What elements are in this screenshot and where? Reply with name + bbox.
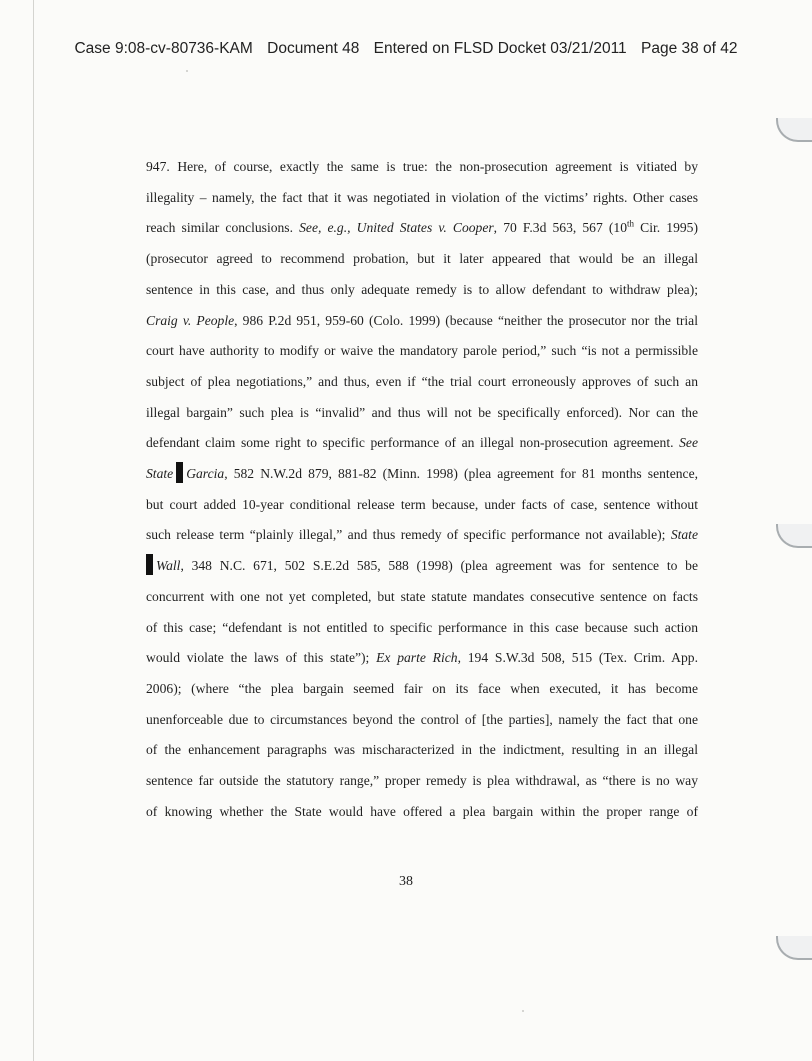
redaction-bar xyxy=(146,554,153,575)
text-line: of the enhancement paragraphs was mischaracterized in the indictment, resulting in an illegal xyxy=(146,742,698,758)
text-line: defendant claim some right to specific performance of an illegal non-prosecution agreement. See xyxy=(146,435,698,451)
text-line: illegal bargain” such plea is “invalid” and thus will not be specifically enforced). Nor can the xyxy=(146,404,698,420)
case-citation: Wall xyxy=(156,558,181,574)
scan-speck xyxy=(186,70,188,72)
text-line: (prosecutor agreed to recommend probation, but it later appeared that would be an illegal xyxy=(146,251,698,267)
left-margin-rule xyxy=(33,0,34,1061)
text-line: Wall, 348 N.C. 671, 502 S.E.2d 585, 588 (1998) (plea agreement was for sentence to be xyxy=(146,551,698,582)
body-paragraph xyxy=(146,152,698,827)
scan-speck xyxy=(522,1010,524,1012)
binder-hole-bottom xyxy=(776,936,812,960)
binder-hole-top xyxy=(776,118,812,142)
case-citation: State xyxy=(146,466,174,482)
text-line: such release term “plainly illegal,” and thus remedy of specific performance not available); State xyxy=(146,527,698,543)
redaction-bar xyxy=(176,462,183,483)
text-line: would violate the laws of this state”); Ex parte Rich, 194 S.W.3d 508, 515 (Tex. Crim. App. xyxy=(146,650,698,666)
case-number: Case 9:08-cv-80736-KAM xyxy=(74,40,253,57)
text-line: State Garcia, 582 N.W.2d 879, 881-82 (Minn. 1998) (plea agreement for 81 months sentence, xyxy=(146,459,698,490)
signal-word: See xyxy=(679,435,698,451)
docket-entry: Entered on FLSD Docket 03/21/2011 xyxy=(373,40,627,57)
text-line: illegality – namely, the fact that it was negotiated in violation of the victims’ rights. Other cases xyxy=(146,189,698,205)
text-line: court have authority to modify or waive the mandatory parole period,” such “is not a permissible xyxy=(146,343,698,359)
text-line: of this case; “defendant is not entitled to specific performance in this case because such action xyxy=(146,619,698,635)
case-citation: See, e.g., United States v. Cooper xyxy=(299,220,494,236)
case-citation: Ex parte Rich xyxy=(376,650,458,666)
document-number: Document 48 xyxy=(267,40,360,57)
text-line: but court added 10-year conditional release term because, under facts of case, sentence without xyxy=(146,496,698,512)
binder-hole-middle xyxy=(776,524,812,548)
docket-header xyxy=(0,40,812,58)
case-citation: Craig v. People xyxy=(146,312,235,328)
text-line: concurrent with one not yet completed, but state statute mandates consecutive sentence on facts xyxy=(146,588,698,604)
text-line: unenforceable due to circumstances beyond the control of [the parties], namely the fact that one xyxy=(146,711,698,727)
text-line: of knowing whether the State would have offered a plea bargain within the proper range of xyxy=(146,803,698,819)
text-line: 947. Here, of course, exactly the same is true: the non-prosecution agreement is vitiated by xyxy=(146,159,698,174)
case-citation: Garcia xyxy=(186,466,225,482)
text-line: Craig v. People, 986 P.2d 951, 959-60 (Colo. 1999) (because “neither the prosecutor nor the trial xyxy=(146,312,698,328)
text-line: sentence in this case, and thus only adequate remedy is to allow defendant to withdraw plea); xyxy=(146,281,698,297)
text-line: reach similar conclusions. See, e.g., United States v. Cooper, 70 F.3d 563, 567 (10th Cir. 1995) xyxy=(146,218,698,236)
text-line: sentence far outside the statutory range,” proper remedy is plea withdrawal, as “there is no way xyxy=(146,773,698,789)
page-number: 38 xyxy=(399,874,413,889)
case-citation: State xyxy=(670,527,698,543)
text-line: 2006); (where “the plea bargain seemed fair on its face when executed, it has become xyxy=(146,680,698,696)
page-indicator: Page 38 of 42 xyxy=(641,40,738,57)
text-line: subject of plea negotiations,” and thus, even if “the trial court erroneously approves of such an xyxy=(146,373,698,389)
